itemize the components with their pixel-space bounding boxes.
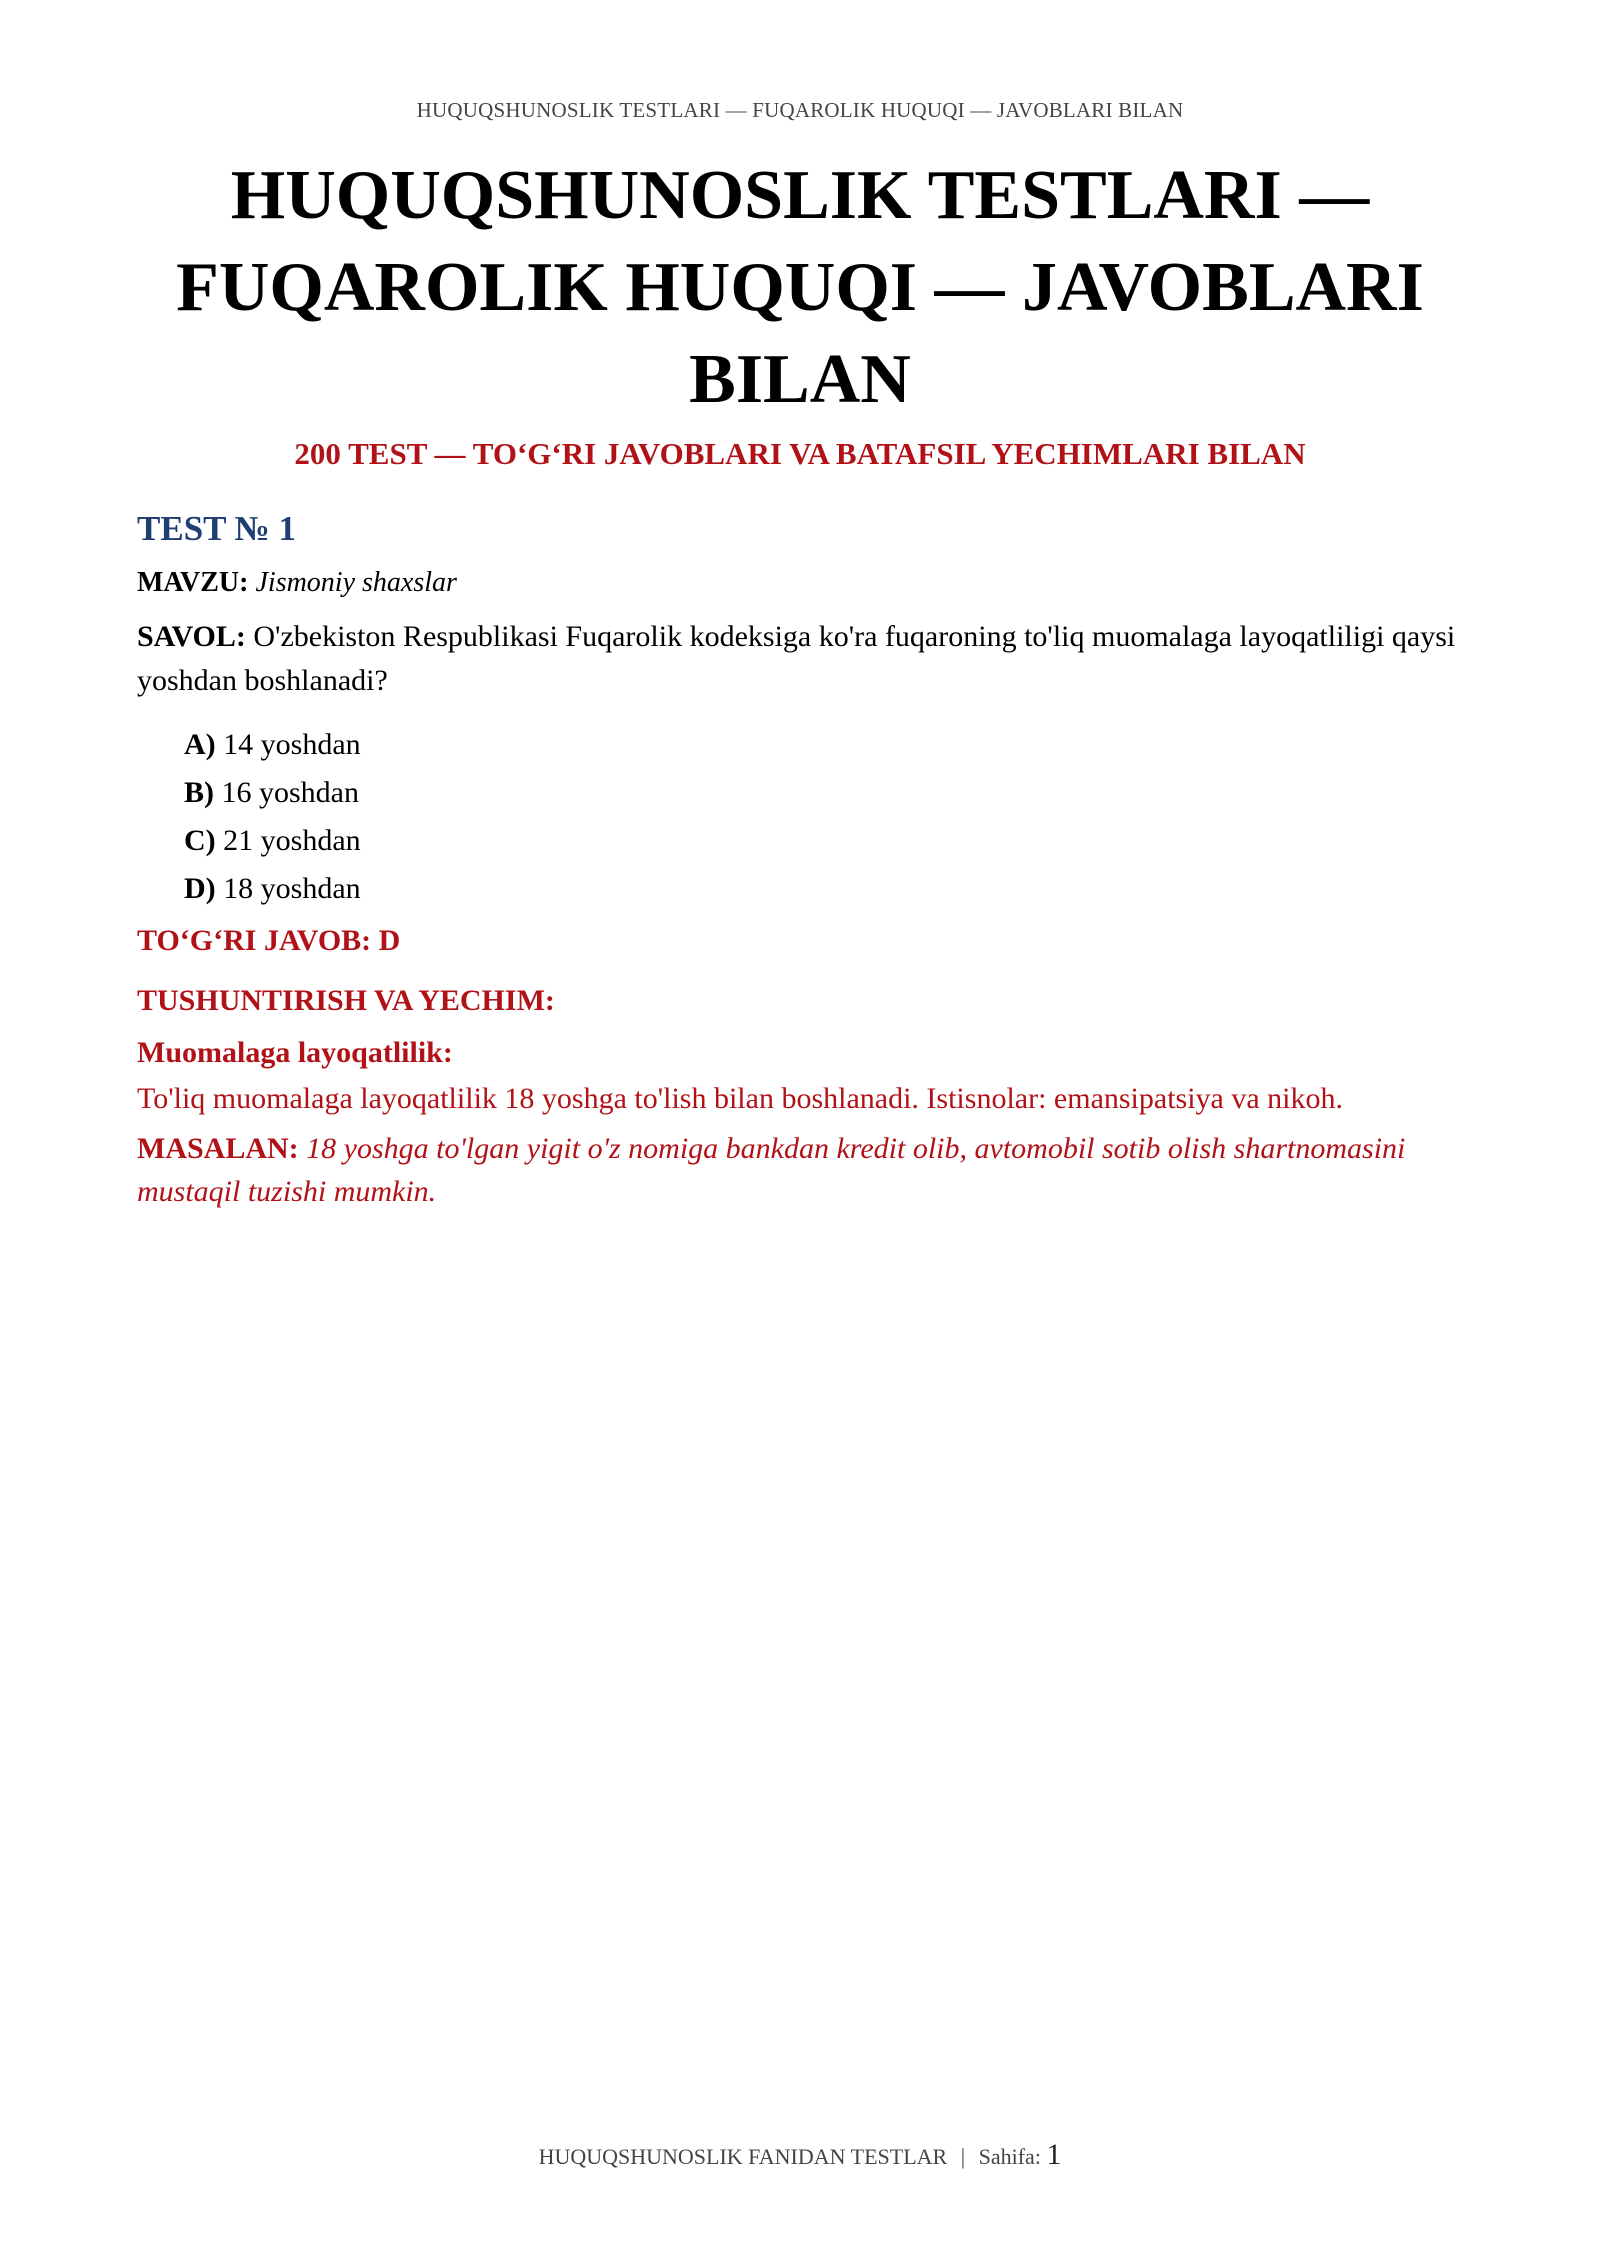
option-b (184, 769, 1467, 817)
option-text: 21 yoshdan (223, 824, 361, 857)
answer-options (137, 721, 1467, 913)
topic-label: MAVZU: (137, 567, 249, 598)
option-letter: C) (184, 824, 216, 857)
footer-label: HUQUQSHUNOSLIK FANIDAN TESTLAR (538, 2144, 948, 2169)
option-letter: A) (184, 728, 216, 761)
running-header: HUQUQSHUNOSLIK TESTLARI — FUQAROLIK HUQUQI — JAVOBLARI BILAN (416, 98, 1184, 122)
topic-value: Jismoniy shaxslar (255, 567, 457, 598)
document-title: HUQUQSHUNOSLIK TESTLARI — FUQAROLIK HUQUQI — JAVOBLARI BILAN (176, 157, 1424, 418)
explanation-text: To'liq muomalaga layoqatlilik 18 yoshga to'lish bilan boshlanadi. Istisnolar: emansipatsiya va nikoh. (137, 1082, 1344, 1115)
example-line (137, 1127, 1467, 1213)
page-label: Sahifa: (978, 2144, 1041, 2169)
option-text: 16 yoshdan (221, 776, 359, 809)
option-letter: B) (184, 776, 214, 809)
explanation-heading: TUSHUNTIRISH VA YECHIM: (137, 984, 555, 1017)
option-text: 18 yoshdan (223, 872, 361, 905)
page-footer (0, 2138, 1600, 2172)
option-text: 14 yoshdan (223, 728, 361, 761)
question-label: SAVOL: (137, 620, 246, 653)
option-letter: D) (184, 872, 216, 905)
page-number: 1 (1046, 2138, 1062, 2171)
example-text: 18 yoshga to'lgan yigit o'z nomiga bankdan kredit olib, avtomobil sotib olish shartnomasini mustaqil tuzishi mumkin. (137, 1132, 1406, 1208)
option-a (184, 721, 1467, 769)
option-c (184, 817, 1467, 865)
option-d (184, 865, 1467, 913)
document-subtitle: 200 TEST — TO‘G‘RI JAVOBLARI VA BATAFSIL YECHIMLARI BILAN (294, 436, 1306, 471)
test-block (137, 505, 1467, 1213)
footer-separator: | (960, 2144, 966, 2169)
test-heading: TEST № 1 (137, 509, 297, 548)
example-label: MASALAN: (137, 1132, 299, 1165)
explanation-subheading: Muomalaga layoqatlilik: (137, 1036, 453, 1069)
correct-answer: TO‘G‘RI JAVOB: D (137, 924, 401, 957)
question-line (137, 615, 1467, 703)
question-text: O'zbekiston Respublikasi Fuqarolik kodeksiga ko'ra fuqaroning to'liq muomalaga layoqatliligi qaysi yoshdan boshlanadi? (137, 620, 1456, 697)
topic-line (137, 563, 1467, 603)
